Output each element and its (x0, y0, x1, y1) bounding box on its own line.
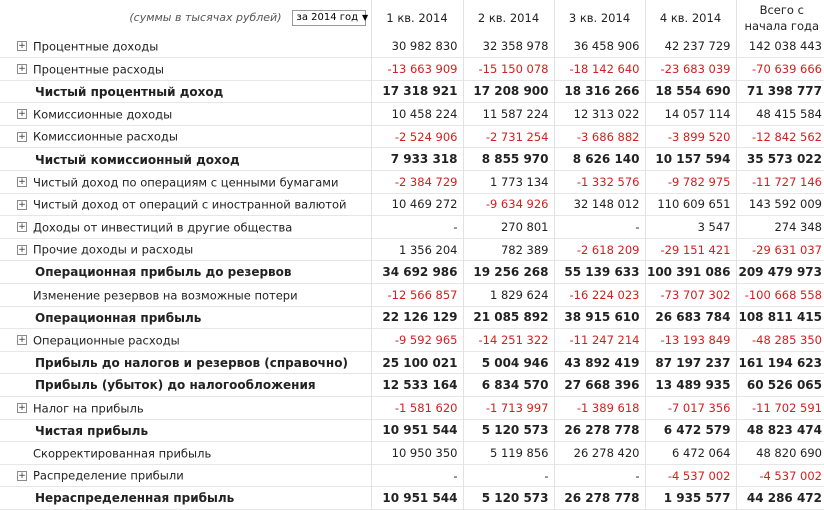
row-label-cell (0, 125, 371, 148)
row-label-cell (0, 419, 371, 442)
value-cell: -13 663 909 (371, 58, 463, 81)
row-label-cell (0, 487, 371, 510)
table-row[interactable] (0, 397, 824, 420)
row-label-cell (0, 442, 371, 465)
table-row (0, 374, 824, 397)
value-cell: - (371, 216, 463, 239)
table-row[interactable] (0, 193, 824, 216)
value-cell: 10 157 594 (645, 148, 736, 171)
table-row (0, 351, 824, 374)
value-cell: -11 727 146 (736, 171, 824, 194)
value-cell: 11 587 224 (463, 103, 554, 126)
value-cell: -1 332 576 (554, 171, 645, 194)
value-cell: 6 472 064 (645, 442, 736, 465)
value-cell: 21 085 892 (463, 306, 554, 329)
value-cell: -11 247 214 (554, 329, 645, 352)
expand-plus-icon[interactable]: + (18, 41, 26, 52)
row-label-cell (0, 284, 371, 307)
value-cell: 26 683 784 (645, 306, 736, 329)
row-label: Прибыль (убыток) до налогообложения (35, 378, 316, 393)
value-cell: 25 100 021 (371, 351, 463, 374)
row-label: Скорректированная прибыль (33, 446, 212, 461)
row-label-cell (0, 238, 371, 261)
value-cell: -12 842 562 (736, 125, 824, 148)
row-label-cell (0, 374, 371, 397)
table-row (0, 419, 824, 442)
value-cell: 142 038 443 (736, 35, 824, 58)
value-cell: 27 668 396 (554, 374, 645, 397)
value-cell: -16 224 023 (554, 284, 645, 307)
row-label: Доходы от инвестиций в другие общества (33, 220, 293, 235)
value-cell: 10 458 224 (371, 103, 463, 126)
value-cell: 22 126 129 (371, 306, 463, 329)
value-cell: 5 120 573 (463, 487, 554, 510)
row-label: Процентные доходы (33, 39, 159, 54)
value-cell: 38 915 610 (554, 306, 645, 329)
expand-plus-icon[interactable]: + (18, 403, 26, 414)
value-cell: -3 686 882 (554, 125, 645, 148)
value-cell: 10 951 544 (371, 487, 463, 510)
value-cell: 87 197 237 (645, 351, 736, 374)
expand-plus-icon[interactable]: + (18, 131, 26, 142)
row-label: Комиссионные расходы (33, 129, 178, 144)
table-row[interactable] (0, 35, 824, 58)
row-label: Комиссионные доходы (33, 107, 173, 122)
value-cell: -70 639 666 (736, 58, 824, 81)
value-cell: 17 318 921 (371, 80, 463, 103)
row-label-cell (0, 148, 371, 171)
row-label: Чистый доход по операциям с ценными бумагами (33, 175, 339, 190)
value-cell: 26 278 778 (554, 487, 645, 510)
value-cell: 108 811 415 (736, 306, 824, 329)
value-cell: 19 256 268 (463, 261, 554, 284)
value-cell: 42 237 729 (645, 35, 736, 58)
value-cell: -9 782 975 (645, 171, 736, 194)
expand-plus-icon[interactable]: + (18, 199, 26, 210)
value-cell: 5 004 946 (463, 351, 554, 374)
expand-plus-icon[interactable]: + (18, 109, 26, 120)
value-cell: 1 773 134 (463, 171, 554, 194)
table-row[interactable] (0, 125, 824, 148)
expand-plus-icon[interactable]: + (18, 244, 26, 255)
row-label: Изменение резервов на возможные потери (33, 288, 298, 303)
row-label: Чистый процентный доход (35, 84, 224, 99)
value-cell: -29 151 421 (645, 238, 736, 261)
row-label: Прочие доходы и расходы (33, 242, 194, 257)
value-cell: 1 829 624 (463, 284, 554, 307)
value-cell: -23 683 039 (645, 58, 736, 81)
value-cell: 55 139 633 (554, 261, 645, 284)
value-cell: 143 592 009 (736, 193, 824, 216)
value-cell: 8 626 140 (554, 148, 645, 171)
value-cell: -7 017 356 (645, 397, 736, 420)
column-header: 2 кв. 2014 (463, 0, 554, 35)
value-cell: 71 398 777 (736, 80, 824, 103)
value-cell: 1 356 204 (371, 238, 463, 261)
value-cell: 274 348 (736, 216, 824, 239)
row-label-cell (0, 329, 371, 352)
value-cell: -9 634 926 (463, 193, 554, 216)
value-cell: 48 823 474 (736, 419, 824, 442)
row-label-cell (0, 80, 371, 103)
value-cell: 12 313 022 (554, 103, 645, 126)
value-cell: 782 389 (463, 238, 554, 261)
value-cell: 161 194 623 (736, 351, 824, 374)
table-row (0, 442, 824, 465)
value-cell: 30 982 830 (371, 35, 463, 58)
value-cell: 18 554 690 (645, 80, 736, 103)
value-cell: -1 713 997 (463, 397, 554, 420)
table-row (0, 148, 824, 171)
value-cell: - (554, 216, 645, 239)
column-header-total: Всего с начала года (736, 0, 824, 35)
value-cell: 1 935 577 (645, 487, 736, 510)
value-cell: 36 458 906 (554, 35, 645, 58)
value-cell: 26 278 420 (554, 442, 645, 465)
value-cell: -100 668 558 (736, 284, 824, 307)
row-label: Операционная прибыль (35, 310, 202, 325)
row-label: Распределение прибыли (33, 468, 184, 483)
value-cell: 209 479 973 (736, 261, 824, 284)
value-cell: 7 933 318 (371, 148, 463, 171)
value-cell: -9 592 965 (371, 329, 463, 352)
value-cell: 10 469 272 (371, 193, 463, 216)
value-cell: 6 834 570 (463, 374, 554, 397)
header-controls (0, 0, 371, 35)
period-select-value: за 2014 год (296, 12, 359, 23)
value-cell: 10 951 544 (371, 419, 463, 442)
value-cell: 44 286 472 (736, 487, 824, 510)
column-header: 3 кв. 2014 (554, 0, 645, 35)
row-label: Операционная прибыль до резервов (35, 265, 292, 280)
value-cell: -15 150 078 (463, 58, 554, 81)
value-cell: -2 524 906 (371, 125, 463, 148)
value-cell: 10 950 350 (371, 442, 463, 465)
value-cell: -13 193 849 (645, 329, 736, 352)
period-select[interactable] (292, 10, 369, 26)
dropdown-arrow-icon[interactable]: ▼ (362, 13, 369, 22)
column-header: 4 кв. 2014 (645, 0, 736, 35)
value-cell: 26 278 778 (554, 419, 645, 442)
value-cell: -2 384 729 (371, 171, 463, 194)
row-label-cell (0, 261, 371, 284)
row-label-cell (0, 35, 371, 58)
table-row[interactable] (0, 58, 824, 81)
value-cell: -11 702 591 (736, 397, 824, 420)
value-cell: -14 251 322 (463, 329, 554, 352)
value-cell: 5 120 573 (463, 419, 554, 442)
value-cell: 18 316 266 (554, 80, 645, 103)
value-cell: 3 547 (645, 216, 736, 239)
expand-plus-icon[interactable]: + (18, 64, 26, 75)
value-cell: 32 358 978 (463, 35, 554, 58)
value-cell: - (554, 464, 645, 487)
value-cell: 32 148 012 (554, 193, 645, 216)
row-label: Налог на прибыль (33, 401, 144, 416)
value-cell: -2 618 209 (554, 238, 645, 261)
row-label: Чистый доход от операций с иностранной валютой (33, 197, 347, 212)
value-cell: -1 581 620 (371, 397, 463, 420)
row-label: Операционные расходы (33, 333, 180, 348)
value-cell: 110 609 651 (645, 193, 736, 216)
expand-plus-icon[interactable]: + (18, 470, 26, 481)
table-row (0, 487, 824, 510)
table-row[interactable] (0, 464, 824, 487)
row-label-cell (0, 306, 371, 329)
row-label: Процентные расходы (33, 62, 164, 77)
value-cell: 34 692 986 (371, 261, 463, 284)
row-label-cell (0, 216, 371, 239)
column-header: 1 кв. 2014 (371, 0, 463, 35)
table-row[interactable] (0, 238, 824, 261)
table-row[interactable] (0, 329, 824, 352)
value-cell: 60 526 065 (736, 374, 824, 397)
row-label-cell (0, 193, 371, 216)
value-cell: - (463, 464, 554, 487)
value-cell: 35 573 022 (736, 148, 824, 171)
value-cell: 14 057 114 (645, 103, 736, 126)
value-cell: - (371, 464, 463, 487)
value-cell: 100 391 086 (645, 261, 736, 284)
table-row[interactable] (0, 171, 824, 194)
row-label: Чистый комиссионный доход (35, 152, 240, 167)
row-label: Чистая прибыль (35, 423, 149, 438)
value-cell: 8 855 970 (463, 148, 554, 171)
row-label-cell (0, 397, 371, 420)
value-cell: 48 415 584 (736, 103, 824, 126)
table-row[interactable] (0, 216, 824, 239)
value-cell: 12 533 164 (371, 374, 463, 397)
value-cell: 5 119 856 (463, 442, 554, 465)
value-cell: -48 285 350 (736, 329, 824, 352)
value-cell: -3 899 520 (645, 125, 736, 148)
value-cell: -73 707 302 (645, 284, 736, 307)
value-cell: -29 631 037 (736, 238, 824, 261)
value-cell: 43 892 419 (554, 351, 645, 374)
row-label-cell (0, 351, 371, 374)
table-header-row (0, 0, 824, 35)
row-label: Нераспределенная прибыль (35, 491, 235, 506)
value-cell: 6 472 579 (645, 419, 736, 442)
value-cell: -2 731 254 (463, 125, 554, 148)
units-label: (суммы в тысячах рублей) (129, 11, 282, 24)
row-label-cell (0, 58, 371, 81)
table-row (0, 261, 824, 284)
expand-plus-icon[interactable]: + (18, 335, 26, 346)
value-cell: -18 142 640 (554, 58, 645, 81)
row-label: Прибыль до налогов и резервов (справочно) (35, 355, 348, 370)
table-row (0, 284, 824, 307)
table-row (0, 306, 824, 329)
value-cell: 48 820 690 (736, 442, 824, 465)
row-label-cell (0, 103, 371, 126)
value-cell: -4 537 002 (736, 464, 824, 487)
row-label-cell (0, 464, 371, 487)
table-row (0, 80, 824, 103)
value-cell: 13 489 935 (645, 374, 736, 397)
value-cell: -12 566 857 (371, 284, 463, 307)
value-cell: -4 537 002 (645, 464, 736, 487)
expand-plus-icon[interactable]: + (18, 177, 26, 188)
table-row[interactable] (0, 103, 824, 126)
value-cell: -1 389 618 (554, 397, 645, 420)
row-label-cell (0, 171, 371, 194)
value-cell: 17 208 900 (463, 80, 554, 103)
value-cell: 270 801 (463, 216, 554, 239)
expand-plus-icon[interactable]: + (18, 222, 26, 233)
